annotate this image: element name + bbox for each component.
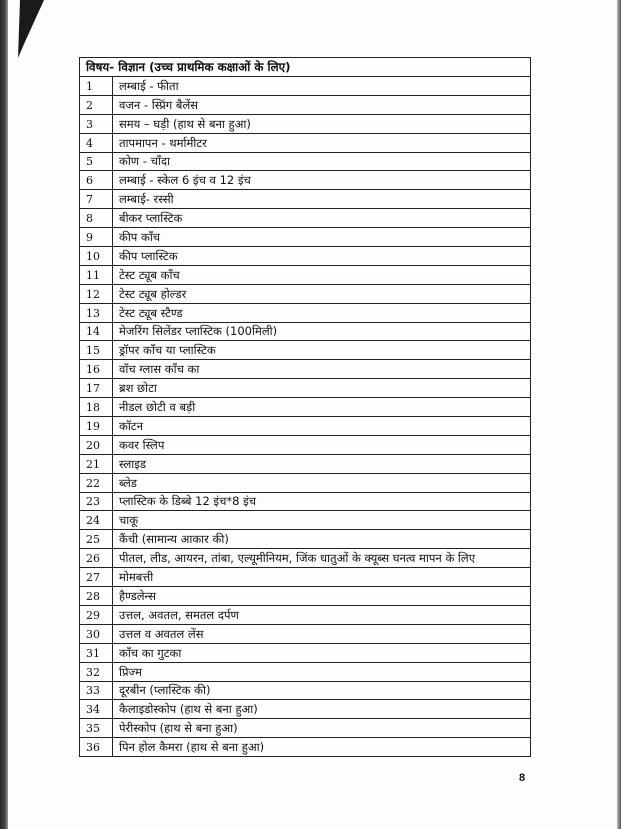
- row-number: 36: [80, 738, 113, 757]
- row-number: 23: [80, 492, 113, 511]
- row-item: पीतल, लीड, आयरन, तांबा, एल्यूमीनियम, जिंक धातुओं के क्यूब्स घनत्व मापन के लिए: [113, 549, 531, 568]
- row-item: टेस्ट ट्यूब स्टैण्ड: [113, 303, 531, 322]
- table-row: [80, 284, 531, 303]
- row-number: 1: [80, 77, 113, 96]
- row-number: 21: [80, 454, 113, 473]
- table-row: [80, 341, 531, 360]
- table-title: विषय- विज्ञान (उच्च प्राथमिक कक्षाओं के लिए): [80, 58, 531, 77]
- row-item: मेजरिंग सिलेंडर प्लास्टिक (100मिली): [113, 322, 531, 341]
- page-number: 8: [519, 772, 526, 784]
- row-number: 17: [80, 379, 113, 398]
- table-row: [80, 643, 531, 662]
- row-item: पेरीस्कोप (हाथ से बना हुआ): [113, 719, 531, 738]
- row-number: 13: [80, 303, 113, 322]
- row-number: 24: [80, 511, 113, 530]
- row-item: वजन - स्प्रिंग बैलेंस: [113, 95, 531, 114]
- table-row: [80, 511, 531, 530]
- table-row: [80, 133, 531, 152]
- row-item: नीडल छोटी व बड़ी: [113, 398, 531, 417]
- row-item: ड्रॉपर काँच या प्लास्टिक: [113, 341, 531, 360]
- row-item: कवर स्लिप: [113, 435, 531, 454]
- table-row: [80, 190, 531, 209]
- table-row: [80, 417, 531, 436]
- table-row: [80, 228, 531, 247]
- table-row: [80, 530, 531, 549]
- row-number: 5: [80, 152, 113, 171]
- table-row: [80, 473, 531, 492]
- row-number: 27: [80, 568, 113, 587]
- row-item: कैंची (सामान्य आकार की): [113, 530, 531, 549]
- row-item: चाकू: [113, 511, 531, 530]
- row-number: 16: [80, 360, 113, 379]
- row-item: मोमबत्ती: [113, 568, 531, 587]
- row-number: 9: [80, 228, 113, 247]
- row-item: ब्लेड: [113, 473, 531, 492]
- table-row: [80, 492, 531, 511]
- row-item: बीकर प्लास्टिक: [113, 209, 531, 228]
- table-row: [80, 303, 531, 322]
- row-item: दूरबीन (प्लास्टिक की): [113, 681, 531, 700]
- row-item: कैलाइडोस्कोप (हाथ से बना हुआ): [113, 700, 531, 719]
- table-row: [80, 605, 531, 624]
- table-row: [80, 549, 531, 568]
- row-item: उत्तल व अवतल लेंस: [113, 624, 531, 643]
- table-row: [80, 322, 531, 341]
- row-number: 22: [80, 473, 113, 492]
- table-row: [80, 209, 531, 228]
- row-number: 14: [80, 322, 113, 341]
- row-item: हैण्डलेन्स: [113, 587, 531, 606]
- row-item: लम्बाई - फीता: [113, 77, 531, 96]
- table-header-row: [80, 58, 531, 77]
- table-row: [80, 265, 531, 284]
- table-row: [80, 77, 531, 96]
- row-item: कोण - चाँदा: [113, 152, 531, 171]
- science-items-table: [79, 57, 531, 757]
- table-row: [80, 247, 531, 266]
- row-number: 8: [80, 209, 113, 228]
- table-row: [80, 360, 531, 379]
- table-row: [80, 171, 531, 190]
- row-number: 6: [80, 171, 113, 190]
- row-item: कॉटन: [113, 417, 531, 436]
- table-row: [80, 568, 531, 587]
- row-item: ब्रश छोटा: [113, 379, 531, 398]
- staple-mark: [8, 0, 48, 60]
- row-number: 32: [80, 662, 113, 681]
- row-item: उत्तल, अवतल, समतल दर्पण: [113, 605, 531, 624]
- row-number: 7: [80, 190, 113, 209]
- table-row: [80, 624, 531, 643]
- row-number: 35: [80, 719, 113, 738]
- table-row: [80, 114, 531, 133]
- row-item: वॉच ग्लास काँच का: [113, 360, 531, 379]
- scan-shadow-right: [617, 0, 621, 829]
- row-number: 20: [80, 435, 113, 454]
- table-row: [80, 587, 531, 606]
- row-item: स्लाइड: [113, 454, 531, 473]
- table-body: [80, 77, 531, 757]
- table-row: [80, 662, 531, 681]
- row-number: 4: [80, 133, 113, 152]
- row-item: टेस्ट ट्यूब काँच: [113, 265, 531, 284]
- row-item: समय – घड़ी (हाथ से बना हुआ): [113, 114, 531, 133]
- row-number: 29: [80, 605, 113, 624]
- table-row: [80, 738, 531, 757]
- table-row: [80, 435, 531, 454]
- row-number: 10: [80, 247, 113, 266]
- table-row: [80, 152, 531, 171]
- row-number: 26: [80, 549, 113, 568]
- row-item: काँच का गुटका: [113, 643, 531, 662]
- row-number: 3: [80, 114, 113, 133]
- row-item: लम्बाई - स्केल 6 इंच व 12 इंच: [113, 171, 531, 190]
- table-row: [80, 398, 531, 417]
- table-row: [80, 719, 531, 738]
- row-number: 25: [80, 530, 113, 549]
- table-row: [80, 379, 531, 398]
- table-row: [80, 95, 531, 114]
- row-number: 34: [80, 700, 113, 719]
- table-row: [80, 681, 531, 700]
- row-item: कीप काँच: [113, 228, 531, 247]
- row-item: कीप प्लास्टिक: [113, 247, 531, 266]
- row-item: प्लास्टिक के डिब्बे 12 इंच*8 इंच: [113, 492, 531, 511]
- row-number: 11: [80, 265, 113, 284]
- row-number: 2: [80, 95, 113, 114]
- row-item: लम्बाई- रस्सी: [113, 190, 531, 209]
- scan-shadow-left: [0, 0, 8, 829]
- row-item: पिन होल कैमरा (हाथ से बना हुआ): [113, 738, 531, 757]
- row-item: तापमापन - थर्मामीटर: [113, 133, 531, 152]
- row-number: 15: [80, 341, 113, 360]
- row-number: 19: [80, 417, 113, 436]
- row-item: टेस्ट ट्यूब होल्डर: [113, 284, 531, 303]
- row-number: 31: [80, 643, 113, 662]
- row-item: प्रिज्म: [113, 662, 531, 681]
- row-number: 18: [80, 398, 113, 417]
- row-number: 12: [80, 284, 113, 303]
- table-row: [80, 454, 531, 473]
- row-number: 28: [80, 587, 113, 606]
- table-row: [80, 700, 531, 719]
- row-number: 30: [80, 624, 113, 643]
- row-number: 33: [80, 681, 113, 700]
